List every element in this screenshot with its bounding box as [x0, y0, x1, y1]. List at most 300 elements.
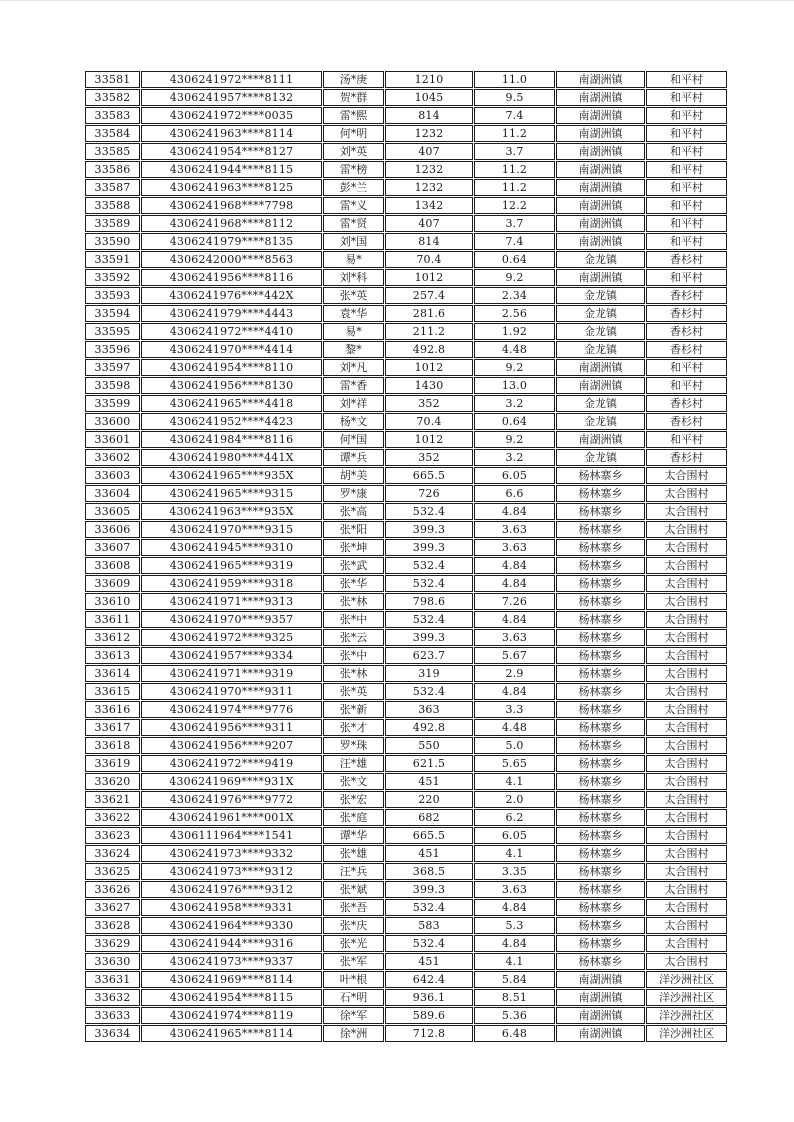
cell-name: 袁*华	[323, 305, 384, 322]
cell-id-number: 4306241973****9332	[141, 845, 322, 862]
table-row	[85, 287, 727, 304]
cell-value-a: 451	[385, 773, 473, 790]
cell-name: 徐*洲	[323, 1025, 384, 1042]
cell-value-a: 532.4	[385, 899, 473, 916]
cell-value-a: 726	[385, 485, 473, 502]
cell-town: 杨林寨乡	[556, 521, 645, 538]
table-row	[85, 917, 727, 934]
cell-value-a: 532.4	[385, 503, 473, 520]
cell-value-b: 4.1	[474, 845, 555, 862]
cell-value-a: 798.6	[385, 593, 473, 610]
cell-name: 刘*科	[323, 269, 384, 286]
cell-value-a: 583	[385, 917, 473, 934]
cell-name: 张*斌	[323, 881, 384, 898]
cell-id-number: 4306241979****8135	[141, 233, 322, 250]
cell-name: 张*宏	[323, 791, 384, 808]
cell-index: 33604	[85, 485, 140, 502]
cell-id-number: 4306241965****9315	[141, 485, 322, 502]
cell-name: 雷*熙	[323, 107, 384, 124]
cell-name: 张*庭	[323, 809, 384, 826]
cell-value-b: 6.6	[474, 485, 555, 502]
cell-value-b: 13.0	[474, 377, 555, 394]
cell-value-b: 5.84	[474, 971, 555, 988]
cell-value-b: 0.64	[474, 413, 555, 430]
cell-town: 杨林寨乡	[556, 737, 645, 754]
cell-value-a: 1232	[385, 125, 473, 142]
cell-index: 33621	[85, 791, 140, 808]
cell-id-number: 4306241965****4418	[141, 395, 322, 412]
cell-town: 金龙镇	[556, 323, 645, 340]
cell-id-number: 4306241956****8130	[141, 377, 322, 394]
cell-village: 和平村	[646, 71, 727, 88]
cell-village: 和平村	[646, 233, 727, 250]
cell-value-a: 532.4	[385, 935, 473, 952]
cell-town: 金龙镇	[556, 341, 645, 358]
cell-town: 杨林寨乡	[556, 719, 645, 736]
cell-name: 谭*华	[323, 827, 384, 844]
cell-value-a: 399.3	[385, 539, 473, 556]
cell-village: 和平村	[646, 197, 727, 214]
cell-index: 33608	[85, 557, 140, 574]
cell-name: 汤*庚	[323, 71, 384, 88]
cell-town: 杨林寨乡	[556, 917, 645, 934]
cell-value-a: 814	[385, 107, 473, 124]
cell-index: 33613	[85, 647, 140, 664]
cell-value-a: 1045	[385, 89, 473, 106]
cell-village: 太合围村	[646, 773, 727, 790]
cell-name: 张*光	[323, 935, 384, 952]
cell-village: 和平村	[646, 269, 727, 286]
cell-village: 太合围村	[646, 899, 727, 916]
cell-value-b: 7.4	[474, 107, 555, 124]
cell-index: 33586	[85, 161, 140, 178]
cell-name: 雷*贤	[323, 215, 384, 232]
cell-index: 33585	[85, 143, 140, 160]
cell-town: 杨林寨乡	[556, 611, 645, 628]
cell-value-a: 1232	[385, 161, 473, 178]
cell-index: 33628	[85, 917, 140, 934]
cell-index: 33626	[85, 881, 140, 898]
cell-index: 33630	[85, 953, 140, 970]
cell-id-number: 4306241954****8115	[141, 989, 322, 1006]
cell-index: 33587	[85, 179, 140, 196]
cell-id-number: 4306241976****9312	[141, 881, 322, 898]
table-row	[85, 323, 727, 340]
table-row	[85, 341, 727, 358]
cell-name: 张*新	[323, 701, 384, 718]
table-row	[85, 179, 727, 196]
cell-index: 33625	[85, 863, 140, 880]
table-row	[85, 89, 727, 106]
cell-village: 和平村	[646, 107, 727, 124]
cell-value-a: 352	[385, 395, 473, 412]
cell-town: 杨林寨乡	[556, 935, 645, 952]
table-row	[85, 413, 727, 430]
cell-village: 香杉村	[646, 251, 727, 268]
cell-town: 杨林寨乡	[556, 467, 645, 484]
cell-value-b: 4.84	[474, 557, 555, 574]
table-row	[85, 899, 727, 916]
cell-id-number: 4306241954****8127	[141, 143, 322, 160]
cell-town: 金龙镇	[556, 305, 645, 322]
cell-value-a: 399.3	[385, 629, 473, 646]
cell-id-number: 4306241970****9311	[141, 683, 322, 700]
cell-value-a: 665.5	[385, 827, 473, 844]
cell-town: 南湖洲镇	[556, 89, 645, 106]
cell-id-number: 4306241956****8116	[141, 269, 322, 286]
cell-value-b: 4.1	[474, 773, 555, 790]
cell-village: 和平村	[646, 161, 727, 178]
cell-index: 33606	[85, 521, 140, 538]
cell-index: 33629	[85, 935, 140, 952]
cell-name: 张*文	[323, 773, 384, 790]
cell-index: 33594	[85, 305, 140, 322]
cell-value-b: 12.2	[474, 197, 555, 214]
cell-town: 南湖洲镇	[556, 359, 645, 376]
cell-village: 和平村	[646, 143, 727, 160]
cell-id-number: 4306241979****4443	[141, 305, 322, 322]
cell-index: 33603	[85, 467, 140, 484]
table-row	[85, 359, 727, 376]
table-row	[85, 737, 727, 754]
cell-village: 和平村	[646, 125, 727, 142]
cell-id-number: 4306241970****9357	[141, 611, 322, 628]
cell-village: 香杉村	[646, 287, 727, 304]
cell-value-b: 4.84	[474, 683, 555, 700]
cell-village: 太合围村	[646, 809, 727, 826]
cell-town: 杨林寨乡	[556, 773, 645, 790]
cell-value-a: 352	[385, 449, 473, 466]
cell-name: 刘*国	[323, 233, 384, 250]
cell-town: 杨林寨乡	[556, 503, 645, 520]
cell-index: 33599	[85, 395, 140, 412]
cell-id-number: 4306241958****9331	[141, 899, 322, 916]
cell-value-b: 6.05	[474, 467, 555, 484]
cell-village: 太合围村	[646, 575, 727, 592]
cell-village: 太合围村	[646, 593, 727, 610]
cell-name: 张*阳	[323, 521, 384, 538]
cell-village: 太合围村	[646, 503, 727, 520]
cell-name: 贺*群	[323, 89, 384, 106]
cell-value-a: 407	[385, 215, 473, 232]
cell-index: 33607	[85, 539, 140, 556]
cell-name: 彭*兰	[323, 179, 384, 196]
cell-id-number: 4306241969****8114	[141, 971, 322, 988]
cell-town: 杨林寨乡	[556, 809, 645, 826]
cell-index: 33602	[85, 449, 140, 466]
cell-village: 太合围村	[646, 665, 727, 682]
cell-village: 太合围村	[646, 629, 727, 646]
cell-index: 33627	[85, 899, 140, 916]
cell-id-number: 4306241954****8110	[141, 359, 322, 376]
cell-value-a: 532.4	[385, 683, 473, 700]
cell-town: 杨林寨乡	[556, 827, 645, 844]
cell-village: 洋沙洲社区	[646, 1025, 727, 1042]
cell-name: 张*中	[323, 647, 384, 664]
cell-name: 徐*军	[323, 1007, 384, 1024]
cell-value-a: 936.1	[385, 989, 473, 1006]
table-row	[85, 107, 727, 124]
cell-value-b: 11.2	[474, 179, 555, 196]
cell-town: 南湖洲镇	[556, 269, 645, 286]
cell-name: 杨*文	[323, 413, 384, 430]
cell-index: 33601	[85, 431, 140, 448]
cell-town: 南湖洲镇	[556, 143, 645, 160]
table-row	[85, 557, 727, 574]
table-row	[85, 233, 727, 250]
cell-value-b: 5.3	[474, 917, 555, 934]
cell-value-b: 5.67	[474, 647, 555, 664]
table-row	[85, 125, 727, 142]
cell-town: 金龙镇	[556, 413, 645, 430]
cell-index: 33619	[85, 755, 140, 772]
cell-value-b: 2.9	[474, 665, 555, 682]
cell-village: 太合围村	[646, 611, 727, 628]
cell-value-b: 4.84	[474, 503, 555, 520]
cell-id-number: 4306111964****1541	[141, 827, 322, 844]
cell-index: 33596	[85, 341, 140, 358]
cell-value-a: 814	[385, 233, 473, 250]
cell-id-number: 4306241961****001X	[141, 809, 322, 826]
table-row	[85, 215, 727, 232]
cell-index: 33592	[85, 269, 140, 286]
cell-name: 易*	[323, 251, 384, 268]
cell-value-a: 451	[385, 845, 473, 862]
cell-value-a: 368.5	[385, 863, 473, 880]
cell-name: 张*云	[323, 629, 384, 646]
cell-value-b: 11.2	[474, 125, 555, 142]
cell-town: 杨林寨乡	[556, 881, 645, 898]
cell-town: 杨林寨乡	[556, 629, 645, 646]
cell-village: 太合围村	[646, 917, 727, 934]
cell-value-a: 257.4	[385, 287, 473, 304]
cell-village: 太合围村	[646, 467, 727, 484]
cell-value-a: 407	[385, 143, 473, 160]
table-row	[85, 449, 727, 466]
table-row	[85, 521, 727, 538]
cell-id-number: 4306241971****9319	[141, 665, 322, 682]
cell-value-b: 6.48	[474, 1025, 555, 1042]
cell-id-number: 4306241980****441X	[141, 449, 322, 466]
cell-value-b: 7.4	[474, 233, 555, 250]
cell-town: 金龙镇	[556, 287, 645, 304]
table-row	[85, 1007, 727, 1024]
cell-id-number: 4306241945****9310	[141, 539, 322, 556]
cell-town: 南湖洲镇	[556, 215, 645, 232]
cell-value-a: 220	[385, 791, 473, 808]
cell-value-a: 451	[385, 953, 473, 970]
cell-id-number: 4306241970****4414	[141, 341, 322, 358]
cell-village: 太合围村	[646, 935, 727, 952]
cell-name: 易*	[323, 323, 384, 340]
cell-village: 太合围村	[646, 557, 727, 574]
cell-id-number: 4306241973****9312	[141, 863, 322, 880]
table-row	[85, 251, 727, 268]
table-row	[85, 611, 727, 628]
table-row	[85, 593, 727, 610]
cell-village: 洋沙洲社区	[646, 971, 727, 988]
cell-village: 太合围村	[646, 845, 727, 862]
cell-index: 33624	[85, 845, 140, 862]
cell-value-a: 70.4	[385, 251, 473, 268]
cell-village: 太合围村	[646, 647, 727, 664]
table-row	[85, 197, 727, 214]
cell-index: 33584	[85, 125, 140, 142]
table-row	[85, 647, 727, 664]
cell-index: 33593	[85, 287, 140, 304]
cell-village: 和平村	[646, 89, 727, 106]
cell-value-b: 5.36	[474, 1007, 555, 1024]
cell-value-a: 399.3	[385, 521, 473, 538]
cell-id-number: 4306241976****9772	[141, 791, 322, 808]
cell-id-number: 4306241971****9313	[141, 593, 322, 610]
cell-value-b: 2.56	[474, 305, 555, 322]
cell-town: 金龙镇	[556, 449, 645, 466]
cell-id-number: 4306241965****935X	[141, 467, 322, 484]
cell-id-number: 4306241964****9330	[141, 917, 322, 934]
cell-town: 南湖洲镇	[556, 989, 645, 1006]
cell-village: 香杉村	[646, 305, 727, 322]
cell-name: 刘*祥	[323, 395, 384, 412]
cell-value-a: 623.7	[385, 647, 473, 664]
cell-id-number: 4306241963****8114	[141, 125, 322, 142]
cell-index: 33583	[85, 107, 140, 124]
cell-town: 南湖洲镇	[556, 179, 645, 196]
cell-village: 香杉村	[646, 341, 727, 358]
cell-id-number: 4306241972****4410	[141, 323, 322, 340]
cell-town: 杨林寨乡	[556, 791, 645, 808]
cell-town: 杨林寨乡	[556, 953, 645, 970]
cell-value-a: 1232	[385, 179, 473, 196]
cell-index: 33605	[85, 503, 140, 520]
cell-value-b: 7.26	[474, 593, 555, 610]
cell-index: 33595	[85, 323, 140, 340]
table-row	[85, 845, 727, 862]
page-top-edge	[0, 0, 794, 1]
cell-index: 33588	[85, 197, 140, 214]
cell-town: 杨林寨乡	[556, 647, 645, 664]
cell-value-b: 6.05	[474, 827, 555, 844]
cell-town: 杨林寨乡	[556, 683, 645, 700]
cell-value-b: 4.84	[474, 575, 555, 592]
cell-town: 杨林寨乡	[556, 755, 645, 772]
cell-id-number: 4306241957****9334	[141, 647, 322, 664]
cell-village: 太合围村	[646, 827, 727, 844]
cell-value-b: 2.0	[474, 791, 555, 808]
cell-town: 南湖洲镇	[556, 107, 645, 124]
table-row	[85, 665, 727, 682]
cell-village: 太合围村	[646, 953, 727, 970]
cell-village: 和平村	[646, 359, 727, 376]
records-table	[84, 70, 728, 1043]
cell-id-number: 4306241956****9311	[141, 719, 322, 736]
cell-name: 何*明	[323, 125, 384, 142]
cell-value-a: 1342	[385, 197, 473, 214]
cell-name: 何*国	[323, 431, 384, 448]
cell-value-b: 9.2	[474, 269, 555, 286]
cell-index: 33597	[85, 359, 140, 376]
cell-value-b: 3.63	[474, 539, 555, 556]
table-row	[85, 431, 727, 448]
cell-village: 香杉村	[646, 413, 727, 430]
cell-value-b: 4.84	[474, 935, 555, 952]
cell-name: 张*林	[323, 593, 384, 610]
cell-name: 雷*香	[323, 377, 384, 394]
cell-index: 33620	[85, 773, 140, 790]
cell-town: 南湖洲镇	[556, 233, 645, 250]
cell-id-number: 4306241968****8112	[141, 215, 322, 232]
cell-name: 张*坤	[323, 539, 384, 556]
cell-id-number: 4306241965****8114	[141, 1025, 322, 1042]
cell-value-b: 4.84	[474, 899, 555, 916]
cell-town: 杨林寨乡	[556, 701, 645, 718]
table-row	[85, 539, 727, 556]
table-row	[85, 143, 727, 160]
cell-town: 杨林寨乡	[556, 665, 645, 682]
cell-index: 33632	[85, 989, 140, 1006]
cell-value-a: 712.8	[385, 1025, 473, 1042]
cell-value-a: 532.4	[385, 575, 473, 592]
cell-value-a: 492.8	[385, 341, 473, 358]
cell-village: 和平村	[646, 179, 727, 196]
table-row	[85, 629, 727, 646]
cell-name: 雷*义	[323, 197, 384, 214]
table-row	[85, 683, 727, 700]
cell-value-a: 319	[385, 665, 473, 682]
cell-value-b: 3.63	[474, 881, 555, 898]
cell-value-a: 550	[385, 737, 473, 754]
cell-village: 太合围村	[646, 485, 727, 502]
table-row	[85, 935, 727, 952]
cell-name: 张*武	[323, 557, 384, 574]
cell-value-a: 589.6	[385, 1007, 473, 1024]
table-row	[85, 719, 727, 736]
cell-id-number: 4306241963****8125	[141, 179, 322, 196]
table-row	[85, 953, 727, 970]
cell-id-number: 4306241972****0035	[141, 107, 322, 124]
cell-name: 张*英	[323, 287, 384, 304]
cell-name: 张*军	[323, 953, 384, 970]
cell-value-b: 9.5	[474, 89, 555, 106]
cell-village: 太合围村	[646, 521, 727, 538]
cell-town: 杨林寨乡	[556, 557, 645, 574]
table-row	[85, 773, 727, 790]
cell-value-b: 2.34	[474, 287, 555, 304]
cell-value-a: 1210	[385, 71, 473, 88]
cell-village: 香杉村	[646, 395, 727, 412]
cell-value-b: 3.63	[474, 521, 555, 538]
cell-village: 和平村	[646, 215, 727, 232]
cell-value-b: 3.2	[474, 449, 555, 466]
cell-index: 33618	[85, 737, 140, 754]
cell-index: 33600	[85, 413, 140, 430]
cell-value-b: 3.3	[474, 701, 555, 718]
cell-id-number: 4306241972****9419	[141, 755, 322, 772]
cell-village: 太合围村	[646, 539, 727, 556]
cell-village: 洋沙洲社区	[646, 989, 727, 1006]
table-row	[85, 71, 727, 88]
cell-name: 张*林	[323, 665, 384, 682]
cell-town: 杨林寨乡	[556, 845, 645, 862]
cell-value-a: 642.4	[385, 971, 473, 988]
cell-value-a: 621.5	[385, 755, 473, 772]
cell-value-b: 3.2	[474, 395, 555, 412]
cell-value-a: 1012	[385, 431, 473, 448]
cell-value-a: 399.3	[385, 881, 473, 898]
cell-value-b: 1.92	[474, 323, 555, 340]
cell-index: 33622	[85, 809, 140, 826]
cell-town: 南湖洲镇	[556, 197, 645, 214]
